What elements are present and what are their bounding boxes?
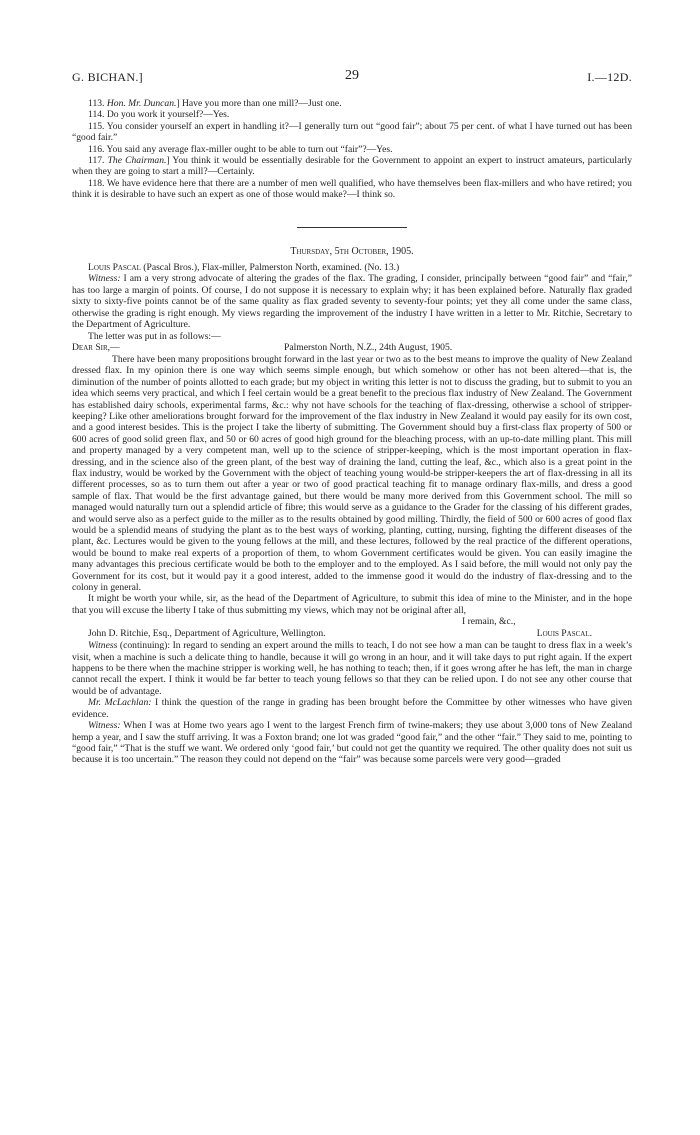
- letter-intro: The letter was put in as follows:—: [88, 330, 221, 342]
- letter-closing-text: It might be worth your while, sir, as the head of the Department of Agriculture, to submit this idea of mine to the Minister, and in the hope that you will excuse the liberty I take of thus submitting my views, which may not be original after all,: [72, 593, 632, 616]
- letter-body: There have been many propositions brought forward in the last year or two as to the best means to improve the quality of New Zealand dressed flax. In my opinion there is one way which seems simple enough, but which somehow or other has not been altered—that is, the diminution of the number of points allotted to each grade; but my object in writing this letter is not to discuss the grading, but to submit to you an idea which seems very practical, and which I feel certain would be a great benefit to the precious flax industry of New Zealand. The Government has established dairy schools, experimental farms, &c.: why not have schools for the teaching of flax-dressing, otherwise a school of stripper-keeping? Like other ameliorations brought forward for the improvement of the flax industry in New Zealand it would pay easily for its own cost, and a good interest besides. This is the project I take the liberty of submitting. The Government should buy a first-class flax property of 500 or 600 acres of good solid green flax, and 50 or 60 acres of good high ground for the bleaching process, with an up-to-date milling plant. This mill and property managed by a very competent man, well up to the science of stripper-keeping, which is the most important operation in flax-dressing, and in the science also of the green plant, of the best way of draining the land, cutting the leaf, &c., which also is a great point in the flax industry, would be worked by the Government with the object of teaching young would-be stripper-keepers the art of flax-dressing in all its different processes, so as to turn them out after a year or two of good practical teaching fit to manage ordinary flax-mills, and dress a good sample of flax. That would be the first advantage gained, but there would be many more derived from this Government school. The mill so managed would naturally turn out a splendid article of fibre; this would serve as a guidance to the Grader for the classing of his different grades, and would serve also as a perfect guide to the miller as to the results obtained by good milling. Thirdly, the field of 500 or 600 acres of good flax would be a splendid means of studying the plant as to the best ways of working, planting, cutting, nursing, fighting the different diseases of the plant, &c. Lectures would be given to the young fellows at the mill, and these lectures, followed by the real practice of the different operations, would be bound to make real experts of a proportion of them, to whom Government certificates would be given. You can easily imagine the many advantages this precious certificate would be both to the employer and to the employed. As I said before, the mill would not only pay the Government for its cost, but it would pay it a good interest, added to the immense good it would do the industry of flax-dressing and to the colony in general.: [72, 353, 632, 594]
- letter-place-date: Palmerston North, N.Z., 24th August, 1905.: [284, 341, 453, 353]
- header-witness: G. BICHAN.]: [72, 70, 143, 84]
- running-header: [72, 68, 632, 90]
- question-117: 117. The Chairman.] You think it would be essentially desirable for the Government to appoint an expert to instruct amateurs, particularly when they are going to start a mill?—Certainly.: [72, 155, 632, 178]
- question-114: 114. Do you work it yourself?—Yes.: [88, 109, 230, 121]
- letter-heading: [72, 342, 632, 354]
- letter-salutation: Dear Sir,—: [72, 341, 120, 353]
- session-dateline: Thursday, 5th October, 1905.: [290, 245, 414, 257]
- witness-continuing: Witness (continuing): In regard to sending an expert around the mills to teach, I do not see how a man can be taught to dress flax in a week’s visit, when a machine is such a delicate thing to handle, because it will go wrong in an hour, and it will take days to put right again. If the expert happens to be there when the machine stripper is working well, he has nothing to teach; then, if it goes wrong after he has left, the man in charge cannot recall the expert. I think it would be far better to teach young fellows so that they can be relied upon. I do not see any other course that would be of advantage.: [72, 640, 632, 697]
- letter-addressee: John D. Ritchie, Esq., Department of Agriculture, Wellington.: [88, 628, 326, 640]
- page-number: 29: [345, 68, 359, 83]
- question-115: 115. You consider yourself an expert in handling it?—I generally turn out “good fair”; about 75 per cent. of what I have turned out has been “good fair.”: [72, 120, 633, 144]
- letter-address-line: [72, 628, 632, 640]
- section-divider: [297, 227, 407, 228]
- qa-section: [72, 98, 632, 201]
- mclachlan-remark: Mr. McLachlan: I think the question of the range in grading has been brought before the Committee by other witnesses who have given evidence.: [72, 697, 633, 720]
- question-118: 118. We have evidence here that there are a number of men well qualified, who have themselves been flax-millers and who have retired; you think it is desirable to have such an expert as one of those would make?—I think so.: [72, 177, 632, 201]
- witness-statement: Witness: I am a very strong advocate of altering the grades of the flax. The grading, I consider, principally between “good fair” and “fair,” has too large a margin of points. Of course, I do not suppose it is necessary to explain why; it has been explained before. Naturally flax graded sixty to sixty-five points cannot be of the same quality as flax graded seventy to seventy-four points; yet they all come under the same class, otherwise the grading is right enough. My views regarding the improvement of the industry I have written in a letter to Mr. Ritchie, Secretary to the Department of Agriculture.: [72, 273, 632, 331]
- letter-sign-off: I remain, &c.,: [462, 616, 516, 628]
- letter-signature: Louis Pascal.: [536, 628, 592, 640]
- question-116: 116. You said any average flax-miller ought to be able to turn out “fair”?—Yes.: [88, 143, 393, 155]
- witness-intro: Louis Pascal (Pascal Bros.), Flax-miller, Palmerston North, examined. (No. 13.): [88, 262, 400, 274]
- witness-reply: Witness: When I was at Home two years ago I went to the largest French firm of twine-makers; they use about 3,000 tons of New Zealand hemp a year, and I saw the stuff arriving. It was a Foxton brand; one lot was graded “good fair,” and the other “fair.” They said to me, pointing to “good fair,” “That is the stuff we want. We ordered only ‘good fair,’ but could not get the quantity we required. The other quality does not suit us because it is too uncertain.” The reason they could not depend on the “fair” was because some parcels were very good—graded: [72, 720, 632, 766]
- header-paper-ref: I.—12D.: [587, 70, 632, 84]
- question-113: 113. Hon. Mr. Duncan.] Have you more than one mill?—Just one.: [88, 98, 342, 109]
- letter-closing: [72, 616, 632, 628]
- document-page: [72, 68, 632, 766]
